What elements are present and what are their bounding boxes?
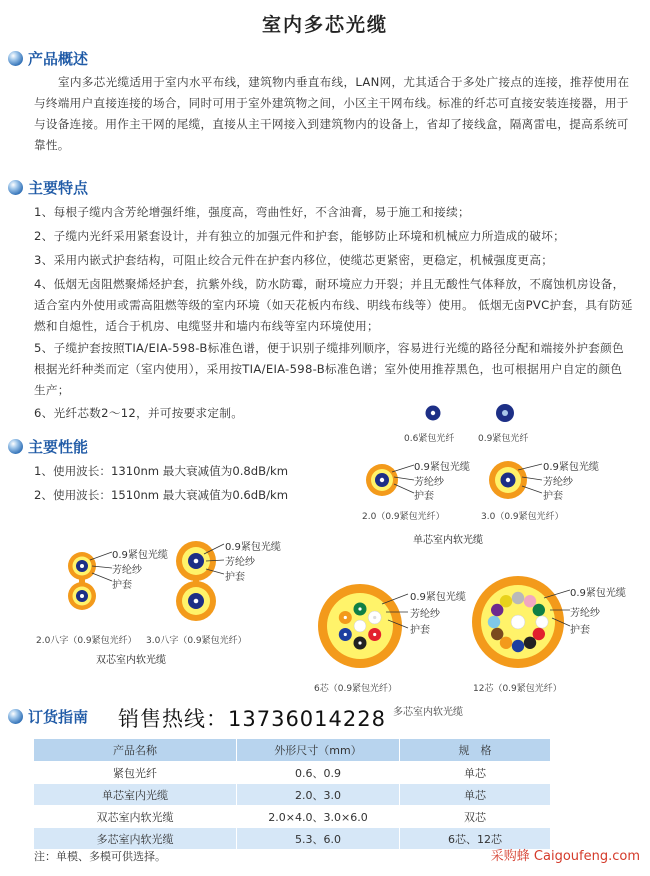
- caption-multi-12: 12芯（0.9紧包光纤）: [473, 684, 562, 694]
- performance-item-1: 1、使用波长：1310nm 最大衰减值为0.8dB/km: [34, 464, 288, 478]
- label-tight-buffer: 0.9紧包光缆: [543, 462, 599, 473]
- table-cell: 单芯: [400, 762, 551, 784]
- label-aramid: 芳纶纱: [410, 609, 440, 620]
- table-cell: 2.0×4.0、3.0×6.0: [237, 806, 400, 828]
- feature-item-3: 3、采用内嵌式护套结构，可阻止绞合元件在护套内移位，使缆芯更紧密，更稳定，机械强度更高；: [34, 253, 554, 267]
- label-jacket: 护套: [112, 580, 132, 591]
- fiber-06-icon: [424, 404, 444, 424]
- overview-text: 室内多芯光缆适用于室内水平布线，建筑物内垂直布线，LAN网，尤其适合于多处广接点的连接，推荐使用在与终端用户直接连接的场合，同时可用于室外建筑物之间，小区主干网布线。标准的纤芯可直接安装连接器，用于与设备连接。用作主干网的尾缆，直接从主干网接入到建筑物内的设备上，省却了接线盒，隔离雷电，提高系统可靠性。: [34, 75, 630, 152]
- watermark: 采购蜂 Caigoufeng.com: [490, 849, 640, 864]
- table-row: [34, 762, 551, 784]
- feature-item-4: 4、低烟无卤阻燃聚烯烃护套，抗紫外线，防水防霉，耐环境应力开裂；并且无酸性气体释放，不腐蚀机房设备，适合室内外使用或需高阻燃等级的室内环境（如天花板内布线、明线布线等）使用。 低烟无卤PVC护套，具有防延燃和自熄性，适合于机房、电缆竖井和墙内布线等室内环境使用；: [34, 277, 633, 333]
- bullet-ball-icon: [8, 51, 23, 66]
- table-cell: 2.0、3.0: [237, 784, 400, 806]
- label-aramid: 芳纶纱: [543, 477, 573, 488]
- caption-multi-group: 多芯室内软光缆: [393, 707, 463, 718]
- label-jacket: 护套: [543, 491, 563, 502]
- label-jacket: 护套: [410, 625, 430, 636]
- feature-item-5: 5、子缆护套按照TIA/EIA-598-B标准色谱，便于识别子缆排列顺序，容易进行光缆的路径分配和端接外护套颜色根据光纤种类而定（室内使用），采用按TIA/EIA-598-B标准色谱；室外使用推荐黑色，也可根据用户自定的颜色生产；: [34, 341, 624, 397]
- label-jacket: 护套: [225, 572, 245, 583]
- table-cell: 6芯、12芯: [400, 828, 551, 850]
- performance-item-2: 2、使用波长：1510nm 最大衰减值为0.6dB/km: [34, 488, 288, 502]
- label-aramid: 芳纶纱: [570, 608, 600, 619]
- table-header-cell: 规 格: [400, 739, 551, 762]
- table-header-cell: 产品名称: [34, 739, 237, 762]
- caption-multi-6: 6芯（0.9紧包光纤）: [314, 684, 398, 694]
- label-tight-buffer: 0.9紧包光缆: [414, 462, 470, 473]
- caption-fiber-09: 0.9紧包光纤: [478, 434, 529, 444]
- footnote: 注：单模、多模可供选择。: [34, 850, 166, 863]
- table-cell: 单芯室内光缆: [34, 784, 237, 806]
- table-row: [34, 828, 551, 850]
- table-cell: 双芯室内软光缆: [34, 806, 237, 828]
- table-row: [34, 784, 551, 806]
- page-title: 室内多芯光缆: [261, 14, 388, 36]
- caption-dual-20: 2.0八字（0.9紧包光纤）: [36, 636, 137, 646]
- feature-item-1: 1、每根子缆内含芳纶增强纤维，强度高，弯曲性好，不含油膏，易于施工和接续；: [34, 205, 470, 219]
- table-header-cell: 外形尺寸（mm）: [237, 739, 400, 762]
- sales-hotline: 销售热线：13736014228: [118, 707, 386, 731]
- table-cell: 单芯: [400, 784, 551, 806]
- section-features-title: 主要特点: [28, 178, 89, 197]
- table-cell: 5.3、6.0: [237, 828, 400, 850]
- spec-table: [33, 738, 551, 850]
- caption-dual-group: 双芯室内软光缆: [96, 655, 166, 666]
- section-overview: [8, 48, 88, 68]
- label-aramid: 芳纶纱: [414, 477, 444, 488]
- feature-item-6: 6、光纤芯数2～12，并可按要求定制。: [34, 406, 244, 420]
- bullet-ball-icon: [8, 180, 23, 195]
- section-performance-title: 主要性能: [28, 437, 89, 456]
- label-tight-buffer: 0.9紧包光缆: [112, 550, 168, 561]
- section-overview-title: 产品概述: [28, 49, 89, 68]
- section-ordering: [8, 706, 88, 726]
- table-cell: 双芯: [400, 806, 551, 828]
- fiber-09-icon: [495, 403, 517, 425]
- bullet-ball-icon: [8, 709, 23, 724]
- section-ordering-title: 订货指南: [28, 707, 89, 726]
- label-jacket: 护套: [414, 491, 434, 502]
- label-tight-buffer: 0.9紧包光缆: [410, 592, 466, 603]
- label-aramid: 芳纶纱: [225, 557, 255, 568]
- caption-single-20: 2.0（0.9紧包光纤）: [362, 512, 445, 522]
- caption-dual-30: 3.0八字（0.9紧包光纤）: [146, 636, 247, 646]
- table-cell: 0.6、0.9: [237, 762, 400, 784]
- bullet-ball-icon: [8, 439, 23, 454]
- table-cell: 多芯室内软光缆: [34, 828, 237, 850]
- table-header-row: [34, 739, 551, 762]
- caption-single-30: 3.0（0.9紧包光纤）: [481, 512, 564, 522]
- caption-single-group: 单芯室内软光缆: [413, 535, 483, 546]
- label-aramid: 芳纶纱: [112, 565, 142, 576]
- caption-fiber-06: 0.6紧包光纤: [404, 434, 455, 444]
- section-features: [8, 177, 88, 197]
- label-tight-buffer: 0.9紧包光缆: [225, 542, 281, 553]
- label-jacket: 护套: [570, 625, 590, 636]
- section-performance: [8, 436, 88, 456]
- label-tight-buffer: 0.9紧包光缆: [570, 588, 626, 599]
- table-cell: 紧包光纤: [34, 762, 237, 784]
- table-row: [34, 806, 551, 828]
- feature-item-2: 2、子缆内光纤采用紧套设计，并有独立的加强元件和护套，能够防止环境和机械应力所造成的破坏；: [34, 229, 566, 243]
